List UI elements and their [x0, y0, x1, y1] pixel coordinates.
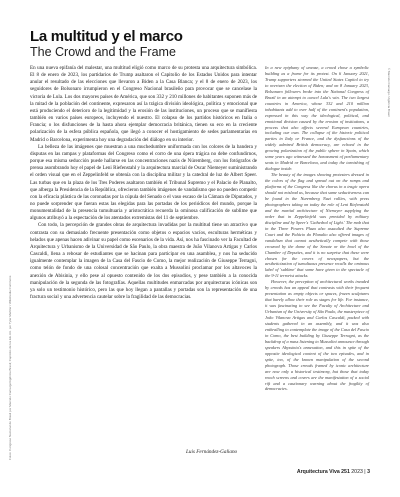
paragraph-es-1: En una nueva epifanía del malestar, una multitud eligió como marco de su protesta una arquitectura simbólica. El 8 de enero de 2023, los partidarios de Trump asaltaron el Capitolio de los Estados Unidos para intentar anular el resultado de las elecciones que llevaron a Biden a la Casa Blanca; y el 8 de enero de 2023, los seguidores de Bolsonaro irrumpieron en el Congreso Nacional brasileño para provocar que se cancelase la victoria de Lula. Los dos mayores países de América, que son 332 y 210 millones de habitantes suponen más de la mitad de la población del continente, expresaron así la trágica división ideológica, política y emocional que está produciendo el deterioro de la legitimidad y la erosión de las instituciones, un proceso que se manifiesta también en varios países europeos, incluyendo el nuestro. El colapso de los partidos históricos en Italia o Francia; o los disfunciones de la hasta ahora ejemplar democracia británica, tienen su eco en la creciente polarización de la esfera pública española, que ilegó a conocer el hostigamiento de sedes parlamentarias en Madrid o Barcelona, experimenta hoy una degradación del diálogo en su interior. [30, 65, 257, 143]
paragraph-en-2: The beauty of the images showing protesters dressed in the colors of the flag and spread out on the ramps and platforms of the Congress like the chorus in a tragic opera should not mislead us, because that same seductiveness can be found in the Nuremberg Nazi rallies, with press photographers taking on today the role of Leni Riefenstahl and the martial architecture of Niemeyer supplying the order that in Zeppelinfeld was provided by military discipline and by Speer's 'Cathedral of Light.' The mob that in the Three Powers Plaza also assaulted the Supreme Court and the Palácio do Planalto also offered images of vandalism that cannot aesthetically compete with those crowned by the dome of the Senate or the bowl of the Chamber of Deputies, and it is no surprise that these were chosen for the covers of newspapers, but the aestheticization of tumultuous presence recalls the ominous label of 'sublime' that some have given to the spectacle of the 9-11 terrorist attacks. [265, 172, 369, 279]
article-body-en [265, 65, 369, 392]
footer-separator: | [364, 469, 366, 475]
page-title-en: The Crowd and the Frame [30, 45, 176, 59]
page-footer [297, 469, 370, 475]
author-signature: Luis Fernández-Galiano [186, 449, 238, 455]
article-body-es [30, 65, 257, 301]
page-number: 3 [367, 469, 370, 475]
photo-credit-left: Fotos: Congreso Nacional de Brasil por Marcelo Camargo/Agência Brasil; Capitolio de los EE.UU. por Tyler Merbler / Wikimedia Commons [8, 275, 12, 460]
paragraph-en-1: In a new epiphany of unease, a crowd chose a symbolic building as a frame for its protest. On 6 January 2021, Trump supporters stormed the United States Capitol to try to overturn the election of Biden; and on 8 January 2023, Bolsonaro followers broke into the National Congress of Brazil in an attempt to cancel Lula's win. The two largest countries in America, whose 332 and 210 million inhabitants add to over half of the continent's population, expressed in this way the ideological, political, and emotional division caused by the erosion of institutions, a process that also affects several European countries, including our own. The collapse of the historic political parties in Italy or France, and the dysfunctions of the widely admired British democracy, are echoed in the growing polarization of the public sphere in Spain, which some years ago witnessed the harassment of parliamentary seats in Madrid or Barcelona, and today the tarnishing of dialogue inside. [265, 65, 369, 172]
photo-credit-right: © Marcelo Camargo / Agência Brasil [387, 68, 391, 117]
paragraph-es-3: Con todo, la percepción de grandes obras de arquitectura invadidas por la multitud tiene un atractivo que contrasta con su demasiado frecuente presentación como objetos o espacios vacíos, esculturas herméticas y helados que apenas hacen adivinar su papel como escenarios de la vida. Así, nos ha fascinado ver la Facultad de Arquitectura y Urbanismo de la Universidad de São Paulo, la obra maestra de João Vilanova Artigas y Carlos Cascaldi, llena a rebosar de estudiantes que se hacinan para participar en una asamblea, y nos ha seducido igualmente contemplar la imagen de la Casa del Fascio de Como, la mejor realización de Giuseppe Terragni, como telón de fondo de una colosal concentración que exalta a Mussolini proclamar por los altavoces la anexión de Abisinia, y ello pese al opuesto contenido de los dos episodios, y pese también a la conocida manipulación de la segunda de las fotografías. Aquellas multitudes enmarcadas por arquitecturas icónicas son ya solo un testimonio histórico, pero las que hoy llegan a pantallas y portadas son la representación de una fractura social y una advertencia cautelar sobre la fragilidad de las democracias. [30, 222, 257, 300]
page-title-es: La multitud y el marco [30, 28, 183, 45]
paragraph-en-3: However, the perception of architectural works invaded by crowds has an appeal that contrasts with their frequent presentation as empty objects or spaces, frozen sculptures that barely allow their role as stages for life. For instance, it was fascinating to see the Faculty of Architecture and Urbanism of the University of São Paulo, the masterpiece of João Vilanova Artigas and Carlos Cascaldi, packed with students gathered in an assembly, and it was also enthralling to contemplate the image of the Casa del Fascio in Como, the best building by Giuseppe Terragni, as the backdrop of a mass listening to Mussolini announce through speakers Abyssinia's annexation, and this in spite of the opposite ideological content of the two episodes, and in spite, too, of the known manipulation of the second photograph. Those crowds framed by iconic architecture are now only a historical testimony, but those that today reach screens and covers are the manifestation of a social rift and a cautionary warning about the fragility of democracies. [265, 279, 369, 392]
footer-year: 2023 [351, 469, 363, 475]
magazine-name: Arquitectura Viva 251 [296, 469, 350, 475]
paragraph-es-2: La belleza de las imágenes que muestran a una muchedumbre uniformada con los colores de la bandera y disputas en las rampas y plataformas del Congreso como el corro de una ópera trágica no debe confundirnos, porque esa misma seducción puede hallarse en las concentraciones nazis de Núremberg, con los fotógrafos de prensa asombrando hoy el papel de Leni Riefenstahl y la arquitectura marcial de Oscar Niemeyer suministrando el orden visual que en el Zeppelinfeld se obtenía con la disciplina militar y la catedral de luz de Albert Speer. Las turbas que en la plaza de los Tres Poderes asaltaron también el Tribunal Supremo y el Palacio de Planalto, que alberga la Presidencia de la República, ofrecieron también imágenes de vandalismo que no pueden competir con la eficacia plástica de las coronadas por la cúpula del Senado o el vaso escaso de la Cámara de Diputados, y no puede sorprender que fueran estas las elegidas para las portadas de los periódicos del mundo, porque la monumentalidad de la presencia tumultuaria y aristocrática recuerda la ominosa calificación de sublime que algunos atribuyó a la espectación de los atentados extremistas del 11 de septiembre. [30, 143, 257, 222]
